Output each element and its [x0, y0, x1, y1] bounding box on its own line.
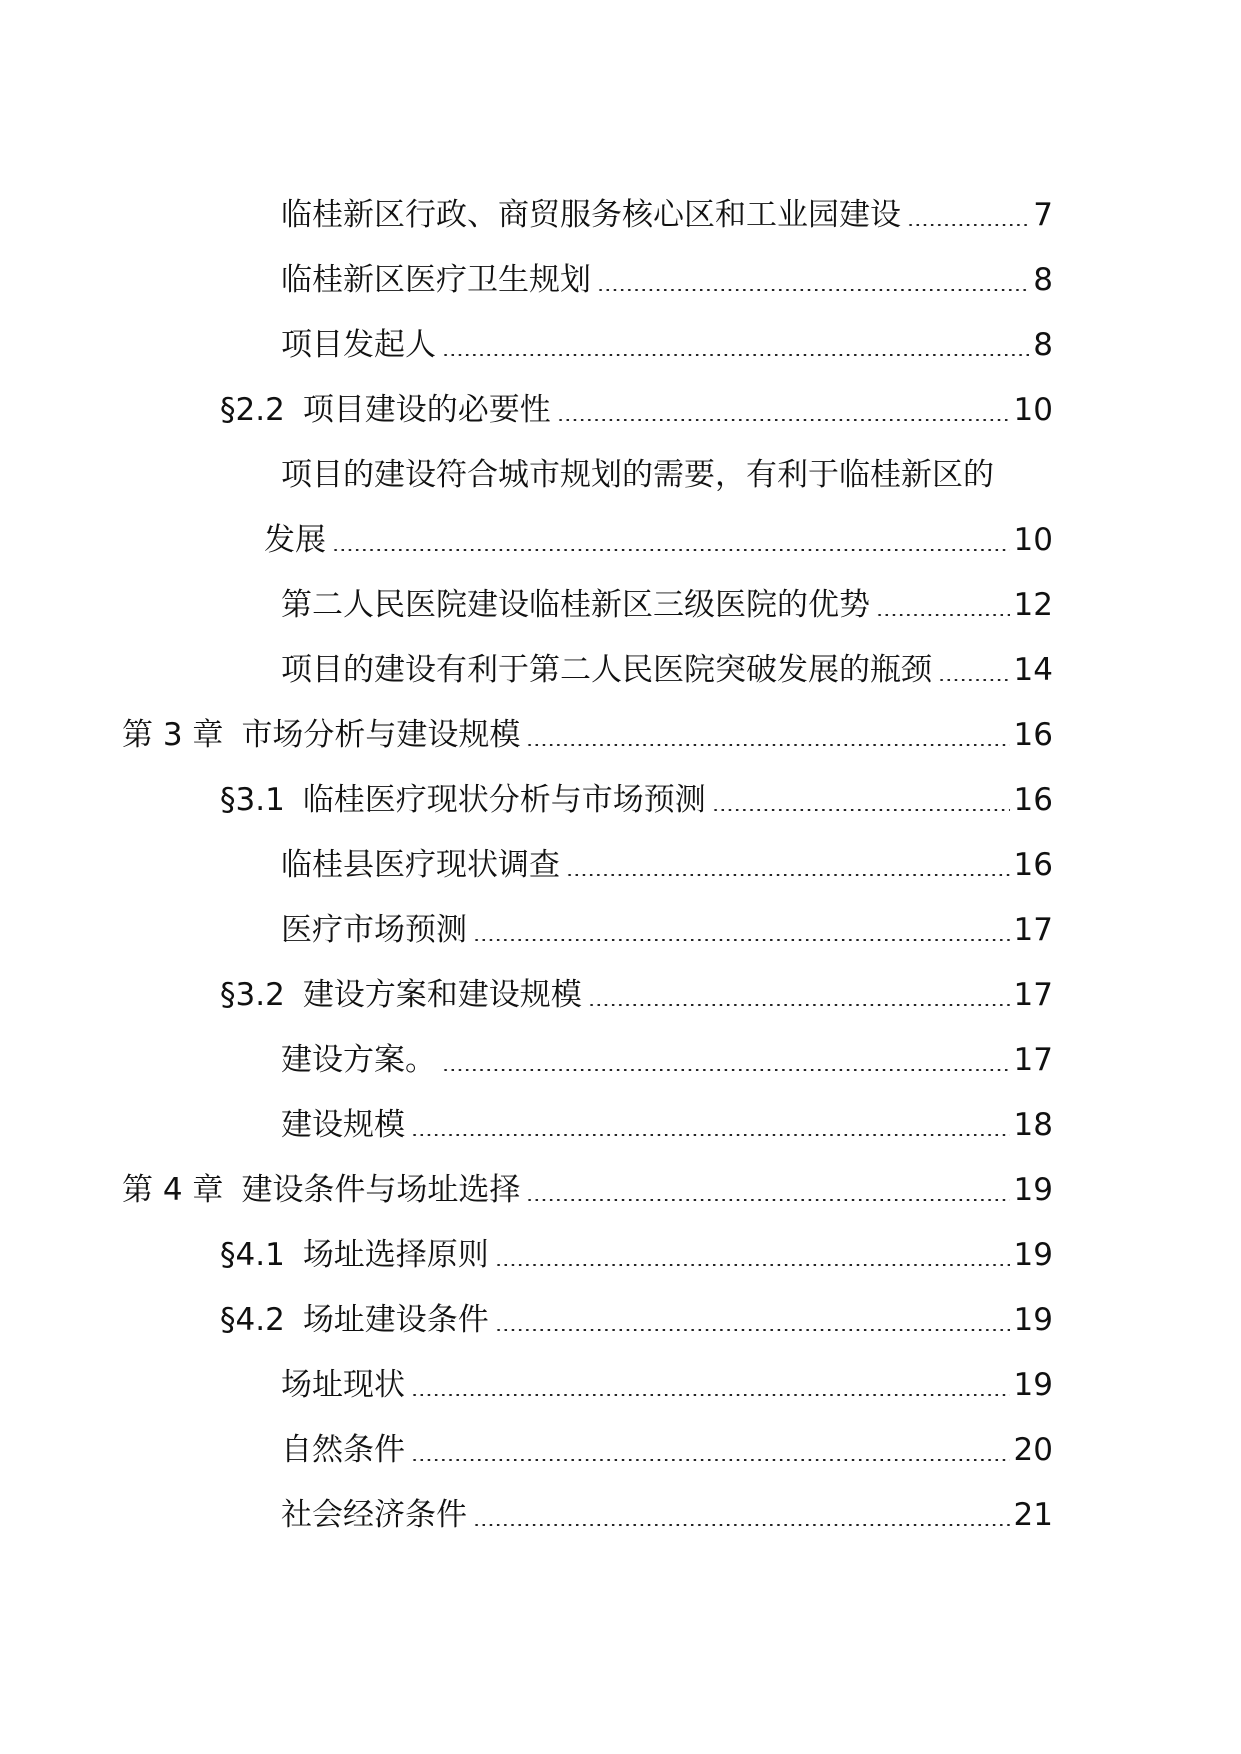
- toc-entry[interactable]: [220, 1225, 1053, 1275]
- toc-entry[interactable]: [281, 835, 1053, 885]
- toc-entry-title: 第二人民医院建设临桂新区三级医院的优势: [281, 587, 870, 623]
- section-number: §4.2: [220, 1302, 285, 1338]
- dot-leader: [876, 614, 1010, 616]
- toc-entry[interactable]: [220, 380, 1053, 430]
- toc-page-number: 18: [1013, 1107, 1053, 1143]
- toc-page-number: 19: [1013, 1367, 1053, 1403]
- toc-entry-title: 临桂新区行政、商贸服务核心区和工业园建设: [281, 197, 901, 233]
- toc-entry-title: 建设方案。: [281, 1042, 436, 1078]
- toc-entry[interactable]: [281, 1355, 1053, 1405]
- toc-entry-title: 临桂县医疗现状调查: [281, 847, 560, 883]
- dot-leader: [473, 1524, 1010, 1526]
- toc-page-number: 19: [1013, 1302, 1053, 1338]
- toc-entry[interactable]: [220, 1290, 1053, 1340]
- toc-entry-title: 项目的建设有利于第二人民医院突破发展的瓶颈: [281, 652, 932, 688]
- chapter-number: 第 3 章: [122, 717, 224, 753]
- dot-leader: [495, 1329, 1010, 1331]
- toc-entry-title: 场址现状: [281, 1367, 405, 1403]
- dot-leader: [495, 1264, 1010, 1266]
- toc-entry[interactable]: [122, 705, 1053, 755]
- toc-entry[interactable]: [281, 1485, 1053, 1535]
- toc-page-number: 20: [1013, 1432, 1053, 1468]
- dot-leader: [411, 1459, 1010, 1461]
- toc-page-number: 16: [1013, 717, 1053, 753]
- toc-entry-wrapped-line[interactable]: [281, 445, 994, 495]
- dot-leader: [442, 354, 1029, 356]
- toc-entry-title: 自然条件: [281, 1432, 405, 1468]
- toc-entry-title: [220, 1235, 489, 1275]
- toc-page-number: 21: [1013, 1497, 1053, 1533]
- section-number: §3.2: [220, 977, 285, 1013]
- toc-page-number: 7: [1033, 197, 1053, 233]
- toc-page-number: 8: [1033, 327, 1053, 363]
- dot-leader: [907, 224, 1029, 226]
- toc-entry[interactable]: [281, 575, 1053, 625]
- section-number: §2.2: [220, 392, 285, 428]
- toc-entry-title: [122, 1170, 520, 1210]
- chapter-title: 市场分析与建设规模: [241, 717, 521, 753]
- dot-leader: [557, 419, 1010, 421]
- dot-leader: [526, 1199, 1009, 1201]
- toc-entry-title: 社会经济条件: [281, 1497, 467, 1533]
- section-title: 场址建设条件: [302, 1302, 489, 1338]
- toc-entry[interactable]: [281, 1420, 1053, 1470]
- section-number: §3.1: [220, 782, 285, 818]
- dot-leader: [712, 809, 1010, 811]
- toc-page-number: 19: [1013, 1237, 1053, 1273]
- dot-leader: [597, 289, 1029, 291]
- toc-entry[interactable]: [281, 1030, 1053, 1080]
- toc-entry-title: [220, 975, 582, 1015]
- toc-entry[interactable]: [281, 1095, 1053, 1145]
- toc-page-number: 10: [1013, 392, 1053, 428]
- toc-page-number: 17: [1013, 977, 1053, 1013]
- section-title: 临桂医疗现状分析与市场预测: [302, 782, 706, 818]
- section-title: 场址选择原则: [302, 1237, 489, 1273]
- dot-leader: [332, 549, 1010, 551]
- section-title: 项目建设的必要性: [302, 392, 551, 428]
- dot-leader: [411, 1134, 1010, 1136]
- toc-entry[interactable]: [281, 250, 1053, 300]
- dot-leader: [473, 939, 1010, 941]
- toc-entry-title: 临桂新区医疗卫生规划: [281, 262, 591, 298]
- toc-page-number: 17: [1013, 912, 1053, 948]
- toc-page-number: 17: [1013, 1042, 1053, 1078]
- toc-page-number: 8: [1033, 262, 1053, 298]
- section-title: 建设方案和建设规模: [302, 977, 582, 1013]
- toc-entry-title: [220, 1300, 489, 1340]
- toc-entry[interactable]: [281, 185, 1053, 235]
- toc-entry[interactable]: [220, 770, 1053, 820]
- dot-leader: [566, 874, 1010, 876]
- toc-entry-title: [220, 780, 706, 820]
- toc-page-number: 14: [1013, 652, 1053, 688]
- toc-page-number: 16: [1013, 847, 1053, 883]
- toc-page-number: 16: [1013, 782, 1053, 818]
- dot-leader: [526, 744, 1009, 746]
- toc-entry[interactable]: [281, 315, 1053, 365]
- toc-page-number: 10: [1013, 522, 1053, 558]
- toc-entry-title: 项目发起人: [281, 327, 436, 363]
- toc-entry-title: 发展: [264, 522, 326, 558]
- toc-entry-title: [122, 715, 520, 755]
- section-number: §4.1: [220, 1237, 285, 1273]
- toc-entry[interactable]: [281, 900, 1053, 950]
- toc-entry[interactable]: [264, 510, 1053, 560]
- dot-leader: [938, 679, 1010, 681]
- toc-entry[interactable]: [122, 1160, 1053, 1210]
- chapter-number: 第 4 章: [122, 1172, 224, 1208]
- toc-entry[interactable]: [281, 640, 1053, 690]
- toc-entry[interactable]: [220, 965, 1053, 1015]
- toc-entry-title: [220, 390, 551, 430]
- toc-entry-title: 医疗市场预测: [281, 912, 467, 948]
- dot-leader: [442, 1069, 1010, 1071]
- toc-entry-title: 建设规模: [281, 1107, 405, 1143]
- dot-leader: [588, 1004, 1010, 1006]
- chapter-title: 建设条件与场址选择: [241, 1172, 521, 1208]
- toc-page-number: 12: [1013, 587, 1053, 623]
- toc-page-number: 19: [1013, 1172, 1053, 1208]
- dot-leader: [411, 1394, 1010, 1396]
- toc-entry-title-line1: 项目的建设符合城市规划的需要，有利于临桂新区的: [281, 457, 994, 493]
